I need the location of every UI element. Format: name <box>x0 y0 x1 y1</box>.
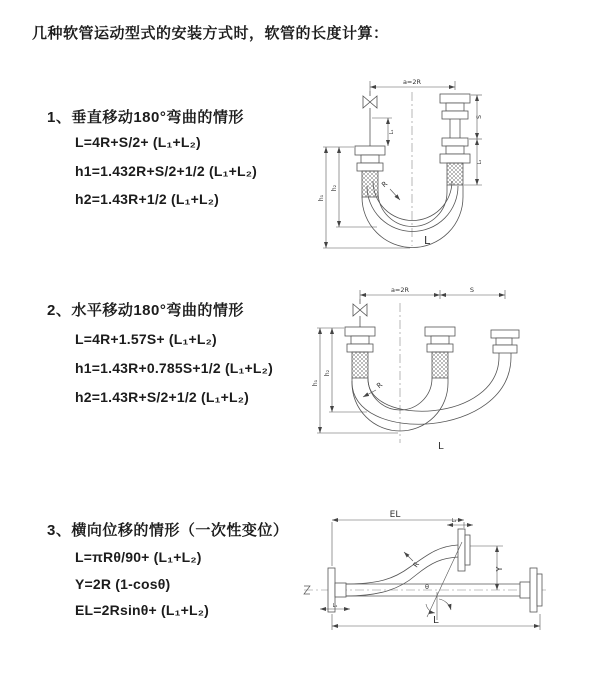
h1-label: h₁ <box>312 379 319 387</box>
l2-label: L₂ <box>477 159 483 165</box>
section-3-formula-el: EL=2Rsinθ+ (L₁+L₂) <box>75 602 210 618</box>
angle-construction <box>426 542 462 620</box>
upper-flange-displaced <box>458 529 470 571</box>
right-flange-original <box>520 568 542 612</box>
l1-label: L₁ <box>389 129 395 135</box>
radius-leader <box>404 552 413 561</box>
right-flange <box>491 330 519 353</box>
radius-leader <box>390 189 400 200</box>
section-2-heading: 2、水平移动180°弯曲的情形 <box>47 302 244 319</box>
h2-label: h₂ <box>331 184 338 192</box>
section-1-formula-h1: h1=1.432R+S/2+1/2 (L₁+L₂) <box>75 163 257 179</box>
theta-label: θ <box>425 583 429 591</box>
horizontal-move-180-bend-diagram <box>310 283 528 455</box>
right-flange-upper <box>440 94 470 119</box>
section-3-heading: 3、横向位移的情形（一次性变位） <box>47 522 289 539</box>
length-label: L <box>424 234 431 247</box>
page-title: 几种软管运动型式的安装方式时，软管的长度计算： <box>32 25 389 42</box>
span-label: a=2R <box>402 78 422 86</box>
section-2-formula-h2: h2=1.43R+S/2+1/2 (L₁+L₂) <box>75 389 250 405</box>
right-braid-section <box>447 163 463 185</box>
section-1-formula-l: L=4R+S/2+ (L₁+L₂) <box>75 134 201 150</box>
vertical-move-180-bend-diagram <box>310 72 528 254</box>
hose-displaced-position <box>346 545 458 596</box>
s-label: S <box>469 286 475 294</box>
section-1-heading: 1、垂直移动180°弯曲的情形 <box>47 109 244 126</box>
radius-label: R <box>411 560 422 570</box>
section-3-formula-l: L=πRθ/90+ (L₁+L₂) <box>75 549 202 565</box>
s-label: S <box>476 115 483 119</box>
h2-label: h₂ <box>324 369 331 377</box>
left-flange <box>355 146 385 171</box>
left-flange <box>345 327 375 352</box>
left-braid-section <box>352 352 368 378</box>
span-label: a=2R <box>390 286 410 294</box>
el-label: EL <box>389 510 401 520</box>
y-label: Y <box>495 566 504 572</box>
lateral-displacement-diagram <box>298 508 548 643</box>
section-2-formula-h1: h1=1.43R+0.785S+1/2 (L₁+L₂) <box>75 360 273 376</box>
dim-span-and-s <box>360 290 505 299</box>
radius-label: R <box>375 380 385 391</box>
valve-icon <box>353 299 367 327</box>
l2-label: L₂ <box>451 518 457 524</box>
middle-braid-section <box>432 352 448 378</box>
left-braid-section <box>362 171 378 197</box>
right-flange-lower <box>440 138 470 163</box>
length-label: L <box>438 441 444 452</box>
middle-flange <box>425 327 455 352</box>
valve-icon <box>363 91 377 146</box>
section-2-formula-l: L=4R+1.57S+ (L₁+L₂) <box>75 331 217 347</box>
l1-label: L₁ <box>332 603 338 609</box>
radius-label: R <box>380 179 390 190</box>
length-label: L <box>433 615 439 626</box>
section-3-formula-y: Y=2R (1-cosθ) <box>75 576 171 592</box>
h1-label: h₁ <box>318 194 325 202</box>
section-1-formula-h2: h2=1.43R+1/2 (L₁+L₂) <box>75 191 220 207</box>
